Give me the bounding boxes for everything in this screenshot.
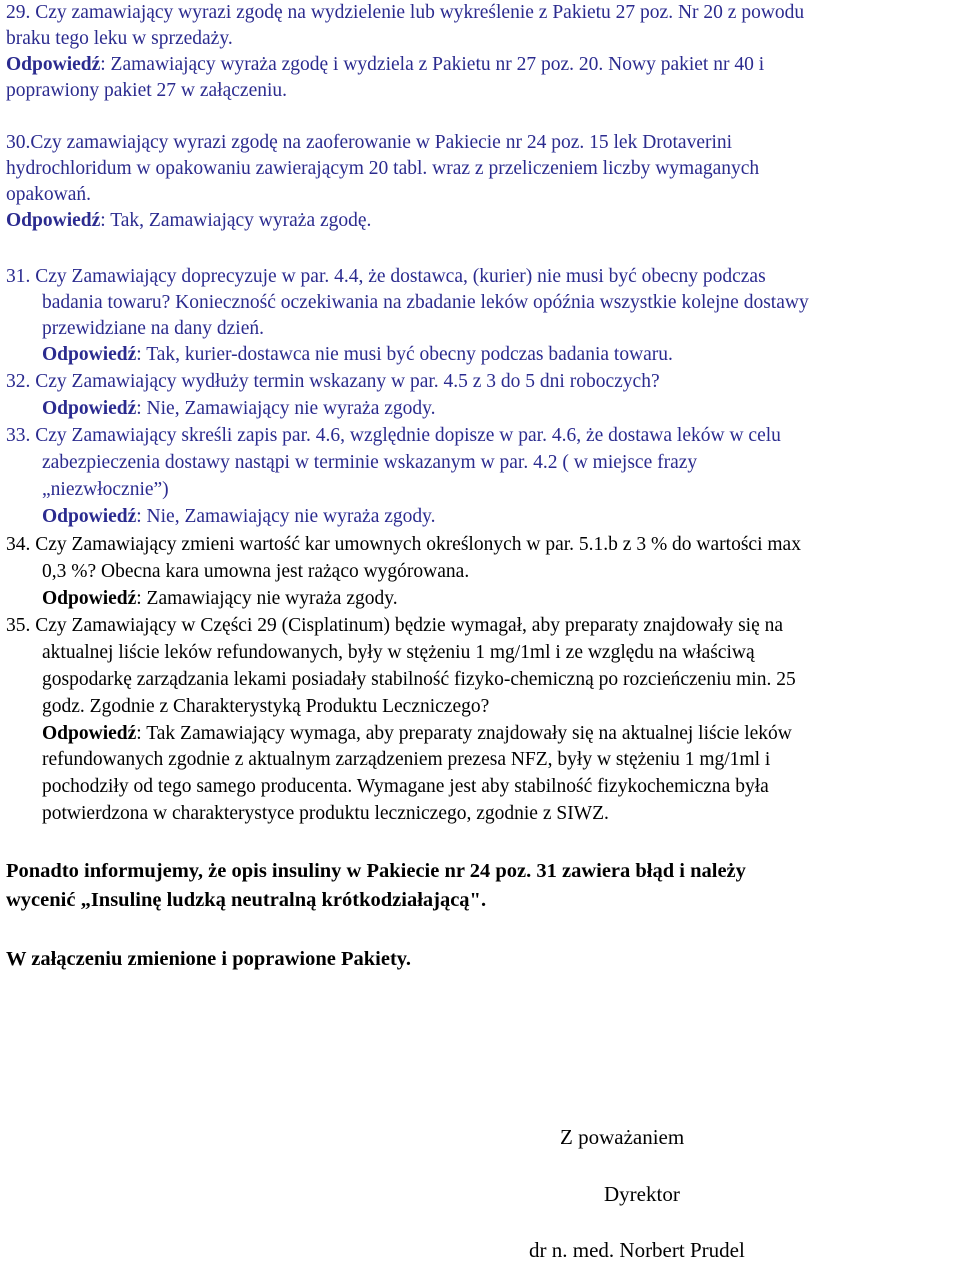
q33-line-1: 33. Czy Zamawiający skreśli zapis par. 4.6, względnie dopisze w par. 4.6, że dostawa leków w celu xyxy=(6,425,781,446)
q30-line-3: opakowań. xyxy=(6,184,92,205)
q33-answer: Odpowiedź: Nie, Zamawiający nie wyraża zgody. xyxy=(42,506,436,527)
q35-answer-line-3: pochodziły od tego samego producenta. Wymagane jest aby stabilność fizykochemiczna była xyxy=(42,776,769,797)
q29-line-1: 29. Czy zamawiający wyrazi zgodę na wydzielenie lub wykreślenie z Pakietu 27 poz. Nr 20 z powodu xyxy=(6,2,805,23)
q34-answer: Odpowiedź: Zamawiający nie wyraża zgody. xyxy=(42,588,398,609)
answer-label: Odpowiedź xyxy=(42,588,137,609)
signature-name: dr n. med. Norbert Prudel xyxy=(529,1238,745,1262)
signature-closing: Z poważaniem xyxy=(560,1125,685,1149)
q29-answer-line-1: Odpowiedź: Zamawiający wyraża zgodę i wydziela z Pakietu nr 27 poz. 20. Nowy pakiet nr 40 i xyxy=(6,54,765,75)
q30-line-2: hydrochloridum w opakowaniu zawierającym 20 tabl. wraz z przeliczeniem liczby wymaganych xyxy=(6,158,760,179)
q29-answer-line-2: poprawiony pakiet 27 w załączeniu. xyxy=(6,80,288,101)
q32-line-1: 32. Czy Zamawiający wydłuży termin wskazany w par. 4.5 z 3 do 5 dni roboczych? xyxy=(6,371,660,392)
q31-answer: Odpowiedź: Tak, kurier-dostawca nie musi być obecny podczas badania towaru. xyxy=(42,344,673,365)
q35-line-4: godz. Zgodnie z Charakterystyką Produktu Leczniczego? xyxy=(42,696,490,717)
answer-label: Odpowiedź xyxy=(6,210,101,231)
q35-line-2: aktualnej liście leków refundowanych, były w stężeniu 1 mg/1ml i ze względu na właściwą xyxy=(42,642,755,663)
q33-line-3: „niezwłocznie”) xyxy=(42,479,169,500)
q35-answer-line-1: Odpowiedź: Tak Zamawiający wymaga, aby preparaty znajdowały się na aktualnej liście leków xyxy=(42,723,792,744)
q35-answer-line-4: potwierdzona w charakterystyce produktu leczniczego, zgodnie z SIWZ. xyxy=(42,803,609,824)
answer-label: Odpowiedź xyxy=(42,398,137,419)
answer-label: Odpowiedź xyxy=(42,344,137,365)
q34-line-1: 34. Czy Zamawiający zmieni wartość kar umownych określonych w par. 5.1.b z 3 % do wartości max xyxy=(6,534,801,555)
answer-label: Odpowiedź xyxy=(42,723,137,744)
q31-line-1: 31. Czy Zamawiający doprecyzuje w par. 4.4, że dostawca, (kurier) nie musi być obecny podczas xyxy=(6,266,766,287)
attachment-note: W załączeniu zmienione i poprawione Pakiety. xyxy=(6,948,412,970)
signature-title: Dyrektor xyxy=(604,1182,680,1206)
q35-line-3: gospodarkę zarządzania lekami posiadały stabilność fizyko-chemiczną po rozcieńczeniu min. 25 xyxy=(42,669,796,690)
q30-line-1: 30.Czy zamawiający wyrazi zgodę na zaoferowanie w Pakiecie nr 24 poz. 15 lek Drotaverini xyxy=(6,132,733,153)
answer-label: Odpowiedź xyxy=(42,506,137,527)
q29-line-2: braku tego leku w sprzedaży. xyxy=(6,28,233,49)
q32-answer: Odpowiedź: Nie, Zamawiający nie wyraża zgody. xyxy=(42,398,436,419)
q33-line-2: zabezpieczenia dostawy nastąpi w terminie wskazanym w par. 4.2 ( w miejsce frazy xyxy=(42,452,698,473)
q31-line-3: przewidziane na dany dzień. xyxy=(42,318,264,339)
q34-line-2: 0,3 %? Obecna kara umowna jest rażąco wygórowana. xyxy=(42,561,470,582)
notice-line-1: Ponadto informujemy, że opis insuliny w Pakiecie nr 24 poz. 31 zawiera błąd i należy xyxy=(6,860,746,882)
answer-label: Odpowiedź xyxy=(6,54,101,75)
q35-answer-line-2: refundowanych zgodnie z aktualnym zarządzeniem prezesa NFZ, były w stężeniu 1 mg/1ml i xyxy=(42,749,771,770)
notice-line-2: wycenić „Insulinę ludzką neutralną krótkodziałającą". xyxy=(6,889,487,911)
q30-answer: Odpowiedź: Tak, Zamawiający wyraża zgodę. xyxy=(6,210,372,231)
q31-line-2: badania towaru? Konieczność oczekiwania na zbadanie leków opóźnia wszystkie kolejne dostawy xyxy=(42,292,809,313)
q35-line-1: 35. Czy Zamawiający w Części 29 (Cisplatinum) będzie wymagał, aby preparaty znajdowały się na xyxy=(6,615,784,636)
